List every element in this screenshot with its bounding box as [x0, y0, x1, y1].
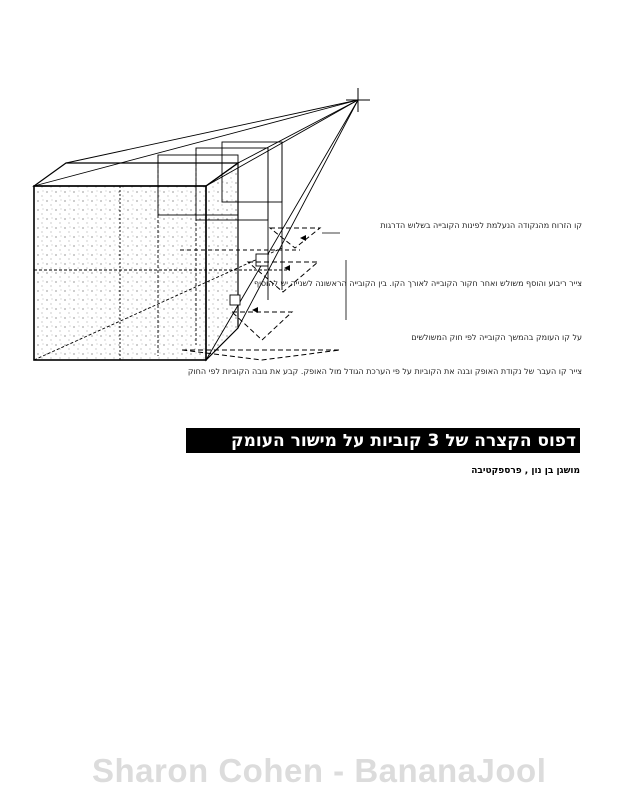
arrow-markers — [252, 235, 306, 313]
front-face-stipple — [34, 186, 206, 360]
note-leader-lines — [322, 233, 346, 320]
annotation-note: על קו העומק בהמשך הקובייה לפי חוק המשולשים — [411, 333, 582, 342]
annotation-note: צייר ריבוע והוסף משולש ואחר חקור הקובייה לאורך הקו. בין הקובייה הראשונה לשנייה יש להוסיף — [253, 279, 582, 288]
page-subtitle: מושגן בן נון , פרספקטיבה — [471, 466, 580, 476]
page-title: דפוס הקצרה של 3 קוביות על מישור העומק — [231, 430, 576, 451]
watermark-text: Sharon Cohen - BananaJool — [92, 752, 547, 789]
top-face — [34, 163, 238, 186]
annotation-note: צייר קו העבר של נקודת האופק ובנה את הקוביות על פי הערכת הגודל מול האופק. קבע את גובה הקוביות לפי החוק — [187, 367, 582, 376]
title-banner — [186, 428, 580, 453]
annotation-note: קו הזרוח מהנקודה הנעלמת לפינות הקובייה בשלוש הדרגות — [380, 221, 582, 230]
